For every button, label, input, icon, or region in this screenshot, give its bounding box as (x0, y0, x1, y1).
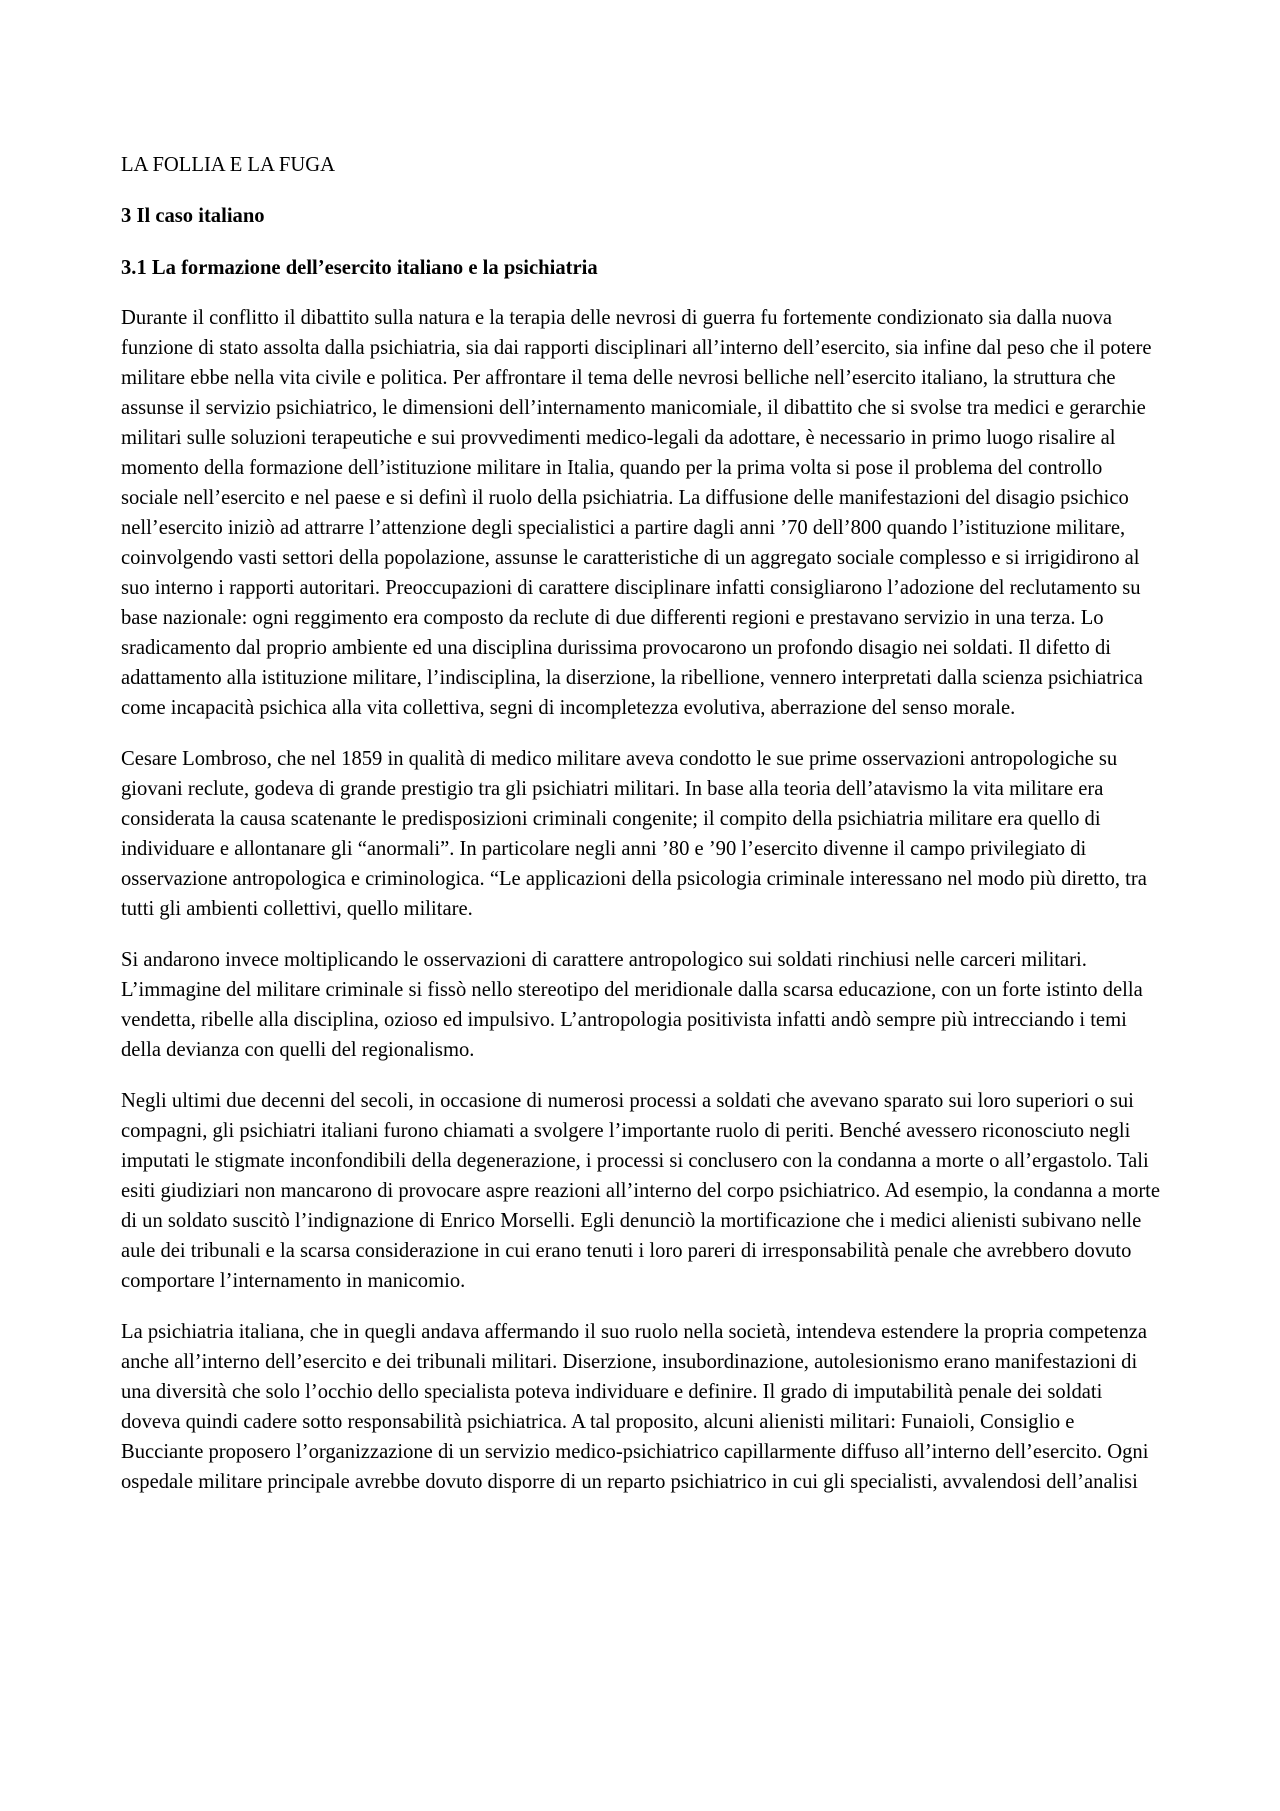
document-page (121, 150, 1161, 1518)
chapter-heading: 3 Il caso italiano (121, 205, 265, 227)
document-title: LA FOLLIA E LA FUGA (121, 154, 335, 176)
body-paragraph: Cesare Lombroso, che nel 1859 in qualità di medico militare aveva condotto le sue prime osservazioni antropologiche su giovani reclute, godeva di grande prestigio tra gli psichiatri militari. In base alla teoria dell’atavismo la vita militare era considerata la causa scatenante le predisposizioni criminali congenite; il compito della psichiatria militare era quello di individuare e allontanare gli “anormali”. In particolare negli anni ’80 e ’90 l’esercito divenne il campo privilegiato di osservazione antropologica e criminologica. “Le applicazioni della psicologia criminale interessano nel modo più diretto, tra tutti gli ambienti collettivi, quello militare. (121, 748, 1147, 920)
body-paragraph: Si andarono invece moltiplicando le osservazioni di carattere antropologico sui soldati rinchiusi nelle carceri militari. L’immagine del militare criminale si fissò nello stereotipo del meridionale dalla scarsa educazione, con un forte istinto della vendetta, ribelle alla disciplina, ozioso ed impulsivo. L’antropologia positivista infatti andò sempre più intrecciando i temi della devianza con quelli del regionalismo. (121, 949, 1143, 1061)
section-heading: 3.1 La formazione dell’esercito italiano e la psichiatria (121, 257, 598, 279)
body-paragraph: La psichiatria italiana, che in quegli andava affermando il suo ruolo nella società, intendeva estendere la propria competenza anche all’interno dell’esercito e dei tribunali militari. Diserzione, insubordinazione, autolesionismo erano manifestazioni di una diversità che solo l’occhio dello specialista poteva individuare e definire. Il grado di imputabilità penale dei soldati doveva quindi cadere sotto responsabilità psichiatrica. A tal proposito, alcuni alienisti militari: Funaioli, Consiglio e Bucciante proposero l’organizzazione di un servizio medico-psichiatrico capillarmente diffuso all’interno dell’esercito. Ogni ospedale militare principale avrebbe dovuto disporre di un reparto psichiatrico in cui gli specialisti, avvalendosi dell’analisi (121, 1321, 1149, 1493)
body-paragraph: Durante il conflitto il dibattito sulla natura e la terapia delle nevrosi di guerra fu fortemente condizionato sia dalla nuova funzione di stato assolta dalla psichiatria, sia dai rapporti disciplinari all’interno dell’esercito, sia infine dal peso che il potere militare ebbe nella vita civile e politica. Per affrontare il tema delle nevrosi belliche nell’esercito italiano, la struttura che assunse il servizio psichiatrico, le dimensioni dell’internamento manicomiale, il dibattito che si svolse tra medici e gerarchie militari sulle soluzioni terapeutiche e sui provvedimenti medico-legali da adottare, è necessario in primo luogo risalire al momento della formazione dell’istituzione militare in Italia, quando per la prima volta si pose il problema del controllo sociale nell’esercito e nel paese e si definì il ruolo della psichiatria. La diffusione delle manifestazioni del disagio psichico nell’esercito iniziò ad attrarre l’attenzione degli specialistici a partire dagli anni ’70 dell’800 quando l’istituzione militare, coinvolgendo vasti settori della popolazione, assunse le caratteristiche di un aggregato sociale complesso e si irrigidirono al suo interno i rapporti autoritari. Preoccupazioni di carattere disciplinare infatti consigliarono l’adozione del reclutamento su base nazionale: ogni reggimento era composto da reclute di due differenti regioni e prestavano servizio in una terza. Lo sradicamento dal proprio ambiente ed una disciplina durissima provocarono un profondo disagio nei soldati. Il difetto di adattamento alla istituzione militare, l’indisciplina, la diserzione, la ribellione, vennero interpretati dalla scienza psichiatrica come incapacità psichica alla vita collettiva, segni di incompletezza evolutiva, aberrazione del senso morale. (121, 307, 1152, 719)
body-paragraph: Negli ultimi due decenni del secoli, in occasione di numerosi processi a soldati che avevano sparato sui loro superiori o sui compagni, gli psichiatri italiani furono chiamati a svolgere l’importante ruolo di periti. Benché avessero riconosciuto negli imputati le stigmate inconfondibili della degenerazione, i processi si conclusero con la condanna a morte o all’ergastolo. Tali esiti giudiziari non mancarono di provocare aspre reazioni all’interno del corpo psichiatrico. Ad esempio, la condanna a morte di un soldato suscitò l’indignazione di Enrico Morselli. Egli denunciò la mortificazione che i medici alienisti subivano nelle aule dei tribunali e la scarsa considerazione in cui erano tenuti i loro pareri di irresponsabilità penale che avrebbero dovuto comportare l’internamento in manicomio. (121, 1090, 1161, 1292)
